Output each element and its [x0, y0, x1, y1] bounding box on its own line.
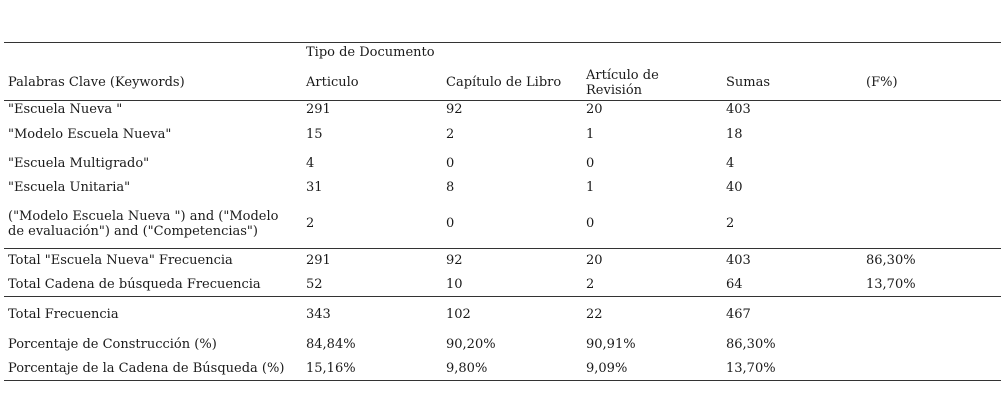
table-cell: 2 [586, 277, 595, 292]
header-rule [4, 100, 1001, 101]
table-row-label: Porcentaje de la Cadena de Búsqueda (%) [8, 361, 285, 376]
table-cell: 0 [586, 156, 595, 171]
table-cell: 92 [446, 253, 463, 268]
table-cell: 2 [306, 216, 315, 231]
table-cell: 0 [586, 216, 595, 231]
table-cell: 15,16% [306, 361, 356, 376]
col-header-fpct: (F%) [866, 75, 898, 90]
table-cell: 0 [446, 216, 455, 231]
table-cell: 90,20% [446, 337, 496, 352]
table-cell: 22 [586, 307, 603, 322]
table-cell: 31 [306, 180, 323, 195]
table-cell: 2 [726, 216, 735, 231]
table-cell: 291 [306, 253, 331, 268]
table-cell: 4 [726, 156, 735, 171]
table-cell: 10 [446, 277, 463, 292]
table-cell: 13,70% [726, 361, 776, 376]
table-cell: 403 [726, 102, 751, 117]
table-cell: 92 [446, 102, 463, 117]
table-cell: 2 [446, 127, 455, 142]
table-cell: 403 [726, 253, 751, 268]
table-bottom-rule [4, 380, 1001, 381]
table-cell: 8 [446, 180, 455, 195]
table-cell: 102 [446, 307, 471, 322]
totals-bottom-rule [4, 296, 1001, 297]
body-bottom-rule [4, 248, 1001, 249]
table-cell: 20 [586, 102, 603, 117]
table-cell: 4 [306, 156, 315, 171]
col-header-articulo: Articulo [306, 75, 359, 90]
table-cell: 343 [306, 307, 331, 322]
table-row-label: "Modelo Escuela Nueva" [8, 127, 172, 142]
table-row-label: ("Modelo Escuela Nueva ") and ("Modelo de evaluación") and ("Competencias") [8, 209, 279, 239]
table-row-label: Total "Escuela Nueva" Frecuencia [8, 253, 233, 268]
table-cell: 84,84% [306, 337, 356, 352]
table-row-label: "Escuela Unitaria" [8, 180, 131, 195]
table-cell: 9,09% [586, 361, 628, 376]
col-header-capitulo: Capítulo de Libro [446, 75, 562, 90]
table-row-label: Total Frecuencia [8, 307, 119, 322]
table-cell: 0 [446, 156, 455, 171]
table-cell: 86,30% [866, 253, 916, 268]
table-row-label: "Escuela Multigrado" [8, 156, 150, 171]
table-cell: 18 [726, 127, 743, 142]
table-row-label: Porcentaje de Construcción (%) [8, 337, 217, 352]
table-cell: 1 [586, 127, 595, 142]
table-row-label: "Escuela Nueva " [8, 102, 123, 117]
table-cell: 9,80% [446, 361, 488, 376]
table-cell: 52 [306, 277, 323, 292]
table-cell: 86,30% [726, 337, 776, 352]
table-cell: 13,70% [866, 277, 916, 292]
table-top-rule [4, 42, 1001, 43]
table-cell: 1 [586, 180, 595, 195]
table-row-label: Total Cadena de búsqueda Frecuencia [8, 277, 261, 292]
col-header-revision: Artículo de Revisión [586, 68, 659, 98]
group-header: Tipo de Documento [306, 45, 435, 60]
table-cell: 90,91% [586, 337, 636, 352]
table-cell: 467 [726, 307, 751, 322]
table-cell: 291 [306, 102, 331, 117]
col-header-sumas: Sumas [726, 75, 771, 90]
table-cell: 64 [726, 277, 743, 292]
col-header-keywords: Palabras Clave (Keywords) [8, 75, 185, 90]
table-cell: 40 [726, 180, 743, 195]
table-cell: 20 [586, 253, 603, 268]
table-cell: 15 [306, 127, 323, 142]
